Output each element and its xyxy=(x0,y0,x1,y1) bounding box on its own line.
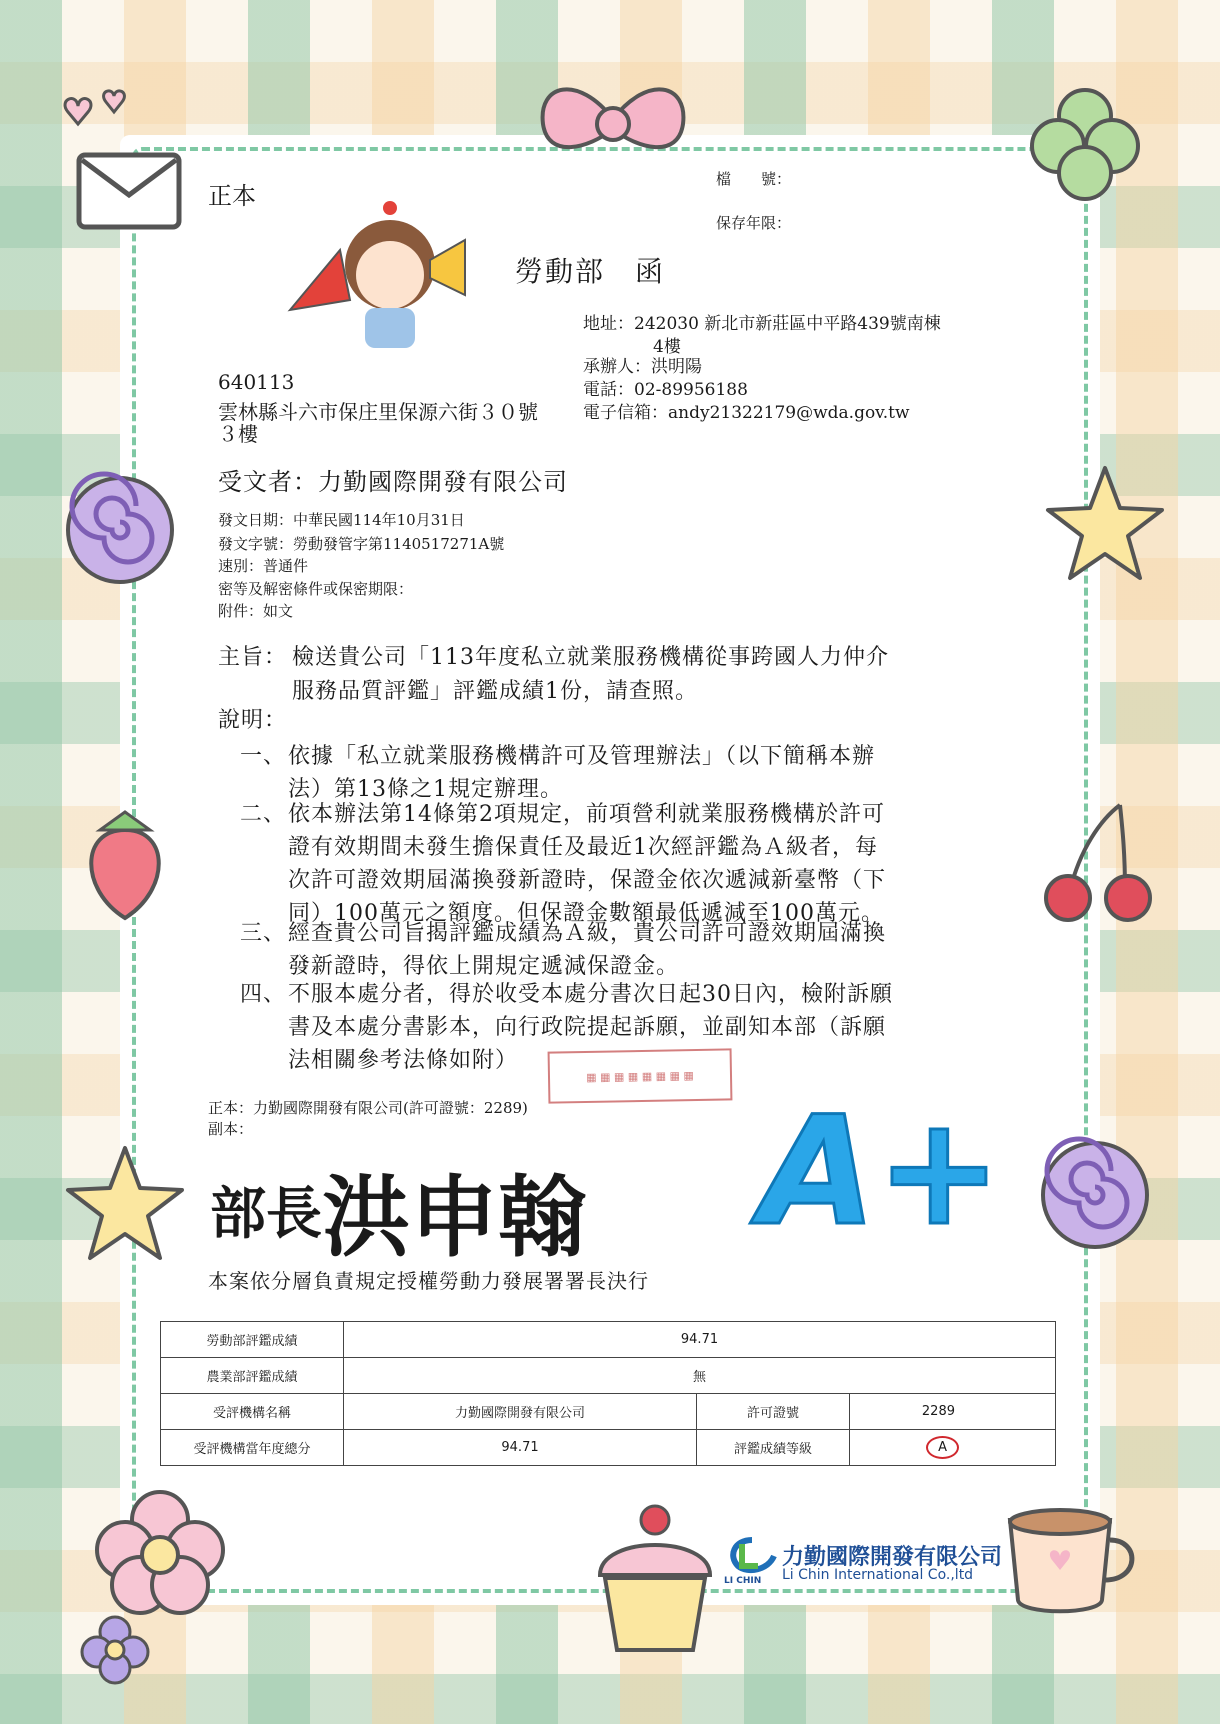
star-left-icon xyxy=(60,1140,190,1270)
delivery-speed: 速別：普通件 xyxy=(218,557,309,575)
item-line: 次許可證效期屆滿換發新證時，保證金依次遞減新臺幣（下 xyxy=(288,868,887,893)
subject-line1: 檢送貴公司「113年度私立就業服務機構從事跨國人力仲介 xyxy=(292,645,889,670)
item-line: 書及本處分書影本，向行政院提起訴願，並副知本部（訴願 xyxy=(288,1015,887,1040)
table-cell: 94.71 xyxy=(344,1322,1056,1358)
item-number: 三、 xyxy=(240,921,287,946)
table-cell: 評鑑成績等級 xyxy=(697,1430,850,1466)
company-logo-icon xyxy=(722,1534,782,1578)
table-cell: 2289 xyxy=(850,1394,1056,1430)
recipient-address-line2: ３樓 xyxy=(218,422,258,446)
item-number: 一、 xyxy=(240,744,287,769)
cupcake-icon xyxy=(585,1500,725,1660)
star-right-icon xyxy=(1040,460,1170,590)
official-stamp: ▦ ▦ ▦ ▦ ▦ ▦ ▦ ▦ xyxy=(548,1048,733,1103)
company-name-cn: 力勤國際開發有限公司 xyxy=(782,1545,1003,1570)
delegation-note: 本案依分層負責規定授權勞動力發展署署長決行 xyxy=(208,1269,649,1293)
bow-icon xyxy=(528,64,698,184)
table-cell: 勞動部評鑑成績 xyxy=(161,1322,344,1358)
signature-title: 部長 xyxy=(210,1182,322,1247)
explanation-label: 說明： xyxy=(218,708,288,733)
item-line: 法）第13條之1規定辦理。 xyxy=(288,777,563,802)
email: 電子信箱：andy21322179@wda.gov.tw xyxy=(583,403,910,423)
strawberry-icon xyxy=(70,800,180,925)
issuer-address-line2: 4樓 xyxy=(653,337,681,357)
recipient: 受文者：力勤國際開發有限公司 xyxy=(218,468,568,496)
phone: 電話：02-89956188 xyxy=(583,380,748,400)
table-cell: 農業部評鑑成績 xyxy=(161,1358,344,1394)
secrecy-level: 密等及解密條件或保密期限： xyxy=(218,580,414,598)
item-line: 同）100萬元之額度。但保證金數額最低遞減至100萬元。 xyxy=(288,901,884,926)
table-cell: 受評機構當年度總分 xyxy=(161,1430,344,1466)
subject-line2: 服務品質評鑑」評鑑成績1份，請查照。 xyxy=(292,679,698,704)
handler: 承辦人：洪明陽 xyxy=(583,357,702,377)
file-number-label: 檔 號： xyxy=(716,170,792,188)
table-row xyxy=(161,1322,1056,1358)
subject-label: 主旨： xyxy=(218,645,288,670)
table-cell: 受評機構名稱 xyxy=(161,1394,344,1430)
clover-icon xyxy=(1020,78,1150,218)
table-cell: 94.71 xyxy=(344,1430,697,1466)
company-name-en: Li Chin International Co.,ltd xyxy=(782,1567,974,1583)
item-line: 依本辦法第14條第2項規定，前項營利就業服務機構於許可 xyxy=(288,802,885,827)
grade-badge: A+ xyxy=(760,1085,1002,1259)
table-row xyxy=(161,1430,1056,1466)
item-number: 二、 xyxy=(240,802,287,827)
item-number: 四、 xyxy=(240,982,287,1007)
small-flower-icon xyxy=(75,1610,155,1690)
envelope-icon xyxy=(74,150,184,235)
item-line: 證有效期間未發生擔保責任及最近1次經評鑑為Ａ級者，每 xyxy=(288,835,878,860)
document-number: 發文字號：勞動發管字第1140517271A號 xyxy=(218,535,505,553)
item-line: 依據「私立就業服務機構許可及管理辦法」（以下簡稱本辦 xyxy=(288,744,876,769)
issue-date: 發文日期：中華民國114年10月31日 xyxy=(218,511,465,529)
lollipop-right-icon xyxy=(1035,1135,1155,1255)
grade-circle: A xyxy=(926,1436,959,1459)
duplicate-copy: 副本： xyxy=(208,1120,254,1138)
original-copy-recipient: 正本：力勤國際開發有限公司(許可證號：2289) xyxy=(208,1099,528,1117)
score-table xyxy=(160,1321,1056,1466)
retention-label: 保存年限： xyxy=(716,214,792,232)
table-cell: 無 xyxy=(344,1358,1056,1394)
table-cell: 力勤國際開發有限公司 xyxy=(344,1394,697,1430)
attachment: 附件：如文 xyxy=(218,602,294,620)
teacup-icon xyxy=(990,1480,1150,1630)
table-cell: 許可證號 xyxy=(697,1394,850,1430)
item-line: 經查貴公司旨揭評鑑成績為Ａ級，貴公司許可證效期屆滿換 xyxy=(288,921,887,946)
table-row xyxy=(161,1358,1056,1394)
postal-code: 640113 xyxy=(218,370,295,394)
hearts-icon xyxy=(48,82,148,152)
company-logo-mark: LI CHIN xyxy=(724,1576,762,1586)
issuer-title: 勞動部 函 xyxy=(515,255,666,288)
item-line: 發新證時，得依上開規定遞減保證金。 xyxy=(288,954,680,979)
recipient-address-line1: 雲林縣斗六市保庄里保源六街３０號 xyxy=(218,400,538,424)
girl-megaphone-icon xyxy=(280,190,500,365)
item-line: 不服本處分者，得於收受本處分書次日起30日內，檢附訴願 xyxy=(288,982,893,1007)
lollipop-left-icon xyxy=(60,470,180,590)
issuer-address-line1: 地址：242030 新北市新莊區中平路439號南棟 xyxy=(583,314,941,334)
item-line: 法相關參考法條如附） xyxy=(288,1048,519,1073)
cherry-icon xyxy=(1030,790,1160,930)
copy-type: 正本 xyxy=(208,182,256,210)
table-cell xyxy=(850,1430,1056,1466)
signature-name: 洪申翰 xyxy=(322,1166,587,1269)
table-row xyxy=(161,1394,1056,1430)
